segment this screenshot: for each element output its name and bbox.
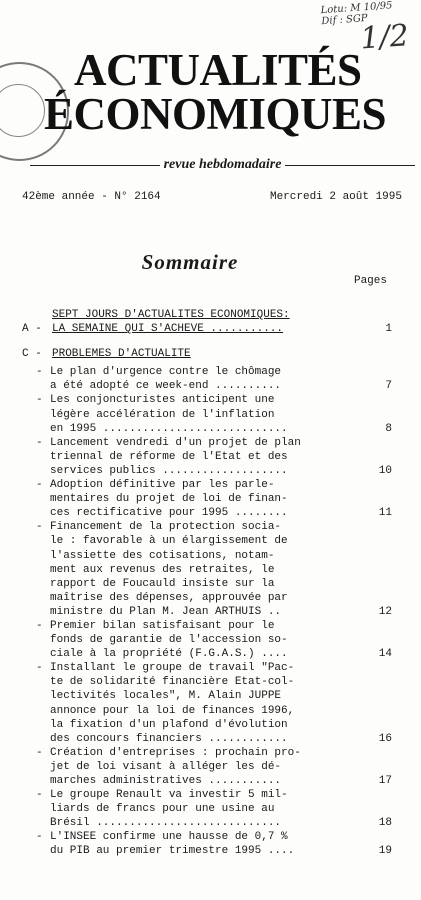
issue-number: 42ème année - N° 2164 — [22, 191, 161, 203]
entry-line: ment aux revenus des retraites, le — [50, 563, 275, 576]
entry-text — [50, 661, 356, 746]
toc-entries — [22, 365, 392, 858]
page-number: 11 — [378, 507, 392, 520]
entry-line: maîtrise des dépenses, approuvée par — [50, 591, 288, 604]
entry-dash: - — [36, 662, 43, 675]
entry-line: jet de loi visant à alléger les dé- — [50, 760, 282, 773]
entry-line: fonds de garantie de l'accession so- — [50, 634, 288, 647]
entry-line: Le plan d'urgence contre le chômage — [50, 366, 282, 379]
entry-line: annonce pour la loi de finances 1996, — [50, 704, 295, 717]
toc-entry — [36, 393, 392, 435]
entry-line: te de solidarité financière Etat-col- — [50, 676, 295, 689]
entry-line: mentaires du projet de loi de finan- — [50, 493, 288, 506]
entry-line: ministre du Plan M. Jean ARTHUIS .. — [50, 605, 282, 618]
entry-line: des concours financiers ............ — [50, 732, 288, 745]
toc-entry — [36, 788, 392, 830]
entry-line: ciale à la propriété (F.G.A.S.) .... — [50, 648, 288, 661]
pages-column-label: Pages — [353, 275, 387, 287]
toc-entry — [36, 661, 392, 746]
page-number: 7 — [385, 380, 392, 393]
entry-dash: - — [36, 789, 43, 802]
entry-line: légère accélération de l'inflation — [50, 408, 275, 421]
section-title — [52, 347, 356, 361]
entry-line: Adoption définitive par les parle- — [50, 479, 275, 492]
entry-line: Création d'entreprises : prochain pro- — [50, 746, 301, 759]
entry-dash: - — [36, 394, 43, 407]
entry-text — [50, 436, 356, 478]
page-number: 12 — [378, 605, 392, 618]
entry-dash: - — [36, 366, 43, 379]
entry-text — [50, 365, 356, 393]
tagline: revue hebdomadaire — [163, 157, 282, 172]
section-title-line: PROBLEMES D'ACTUALITE — [52, 348, 191, 361]
entry-line: services publics ................... — [50, 464, 288, 477]
section-title-line: LA SEMAINE QUI S'ACHEVE ........... — [52, 323, 284, 336]
annotation-mark: 1/2 — [359, 18, 410, 57]
entry-line: Premier bilan satisfaisant pour le — [50, 619, 275, 632]
entry-dash: - — [36, 521, 43, 534]
entry-dash: - — [36, 479, 43, 492]
entry-text — [50, 619, 356, 661]
page-number: 17 — [378, 775, 392, 787]
page-number: 14 — [378, 648, 392, 661]
entry-line: en 1995 ............................ — [50, 422, 288, 435]
entry-line: a été adopté ce week-end .......... — [50, 380, 282, 393]
toc-entry — [36, 746, 392, 788]
page-number: 18 — [378, 817, 392, 830]
entry-line: l'assiette des cotisations, notam- — [50, 549, 275, 562]
page-number: 1 — [385, 323, 392, 336]
masthead-line-1: ACTUALITÉS — [74, 45, 362, 95]
entry-dash: - — [36, 436, 43, 449]
toc-entry — [36, 478, 392, 520]
entry-line: Lancement vendredi d'un projet de plan — [50, 436, 301, 449]
issue-date: Mercredi 2 août 1995 — [269, 191, 402, 203]
entry-text — [50, 478, 356, 520]
sommaire-title: Sommaire — [141, 250, 239, 274]
table-of-contents — [22, 308, 392, 859]
section-letter: C - — [22, 348, 42, 361]
page-number: 10 — [378, 464, 392, 477]
entry-line: du PIB au premier trimestre 1995 .... — [50, 845, 295, 858]
tagline-rule-right — [285, 165, 415, 166]
section-title-line: SEPT JOURS D'ACTUALITES ECONOMIQUES: — [52, 309, 290, 321]
issue-info — [22, 191, 402, 203]
annotation-line-2: Dif : SGP — [321, 12, 368, 28]
section-letter: A - — [22, 323, 42, 336]
entry-line: lectivités locales", M. Alain JUPPE — [50, 690, 282, 703]
toc-entry — [36, 830, 392, 858]
toc-section — [22, 347, 392, 361]
entry-line: rapport de Foucauld insiste sur la — [50, 577, 275, 590]
toc-entry — [36, 436, 392, 478]
entry-line: le : favorable à un élargissement de — [50, 535, 288, 548]
toc-entry — [36, 365, 392, 393]
toc-entry — [36, 619, 392, 661]
entry-line: liards de francs pour une usine au — [50, 803, 275, 816]
tagline-rule-left — [30, 165, 160, 166]
entry-dash: - — [36, 831, 43, 844]
section-title — [52, 308, 356, 336]
entry-dash: - — [36, 619, 43, 632]
toc-section — [22, 308, 392, 336]
entry-line: Le groupe Renault va investir 5 mil- — [50, 789, 288, 802]
handwritten-annotation — [320, 0, 413, 57]
entry-dash: - — [36, 746, 43, 759]
entry-line: Installant le groupe de travail "Pac- — [50, 662, 295, 675]
masthead-line-2: ÉCONOMIQUES — [44, 89, 387, 139]
entry-line: Les conjoncturistes anticipent une — [50, 394, 275, 407]
entry-line: triennal de réforme de l'Etat et des — [50, 450, 288, 463]
entry-line: marches administratives ........... — [50, 775, 282, 787]
tagline-bar — [30, 155, 415, 175]
entry-line: Financement de la protection socia- — [50, 521, 282, 534]
page-number: 8 — [385, 422, 392, 435]
annotation-line-1: Lotu: M 10/95 — [320, 0, 393, 17]
entry-text — [50, 788, 356, 830]
page-number: 19 — [378, 845, 392, 858]
entry-text — [50, 520, 356, 619]
page-number: 16 — [378, 732, 392, 745]
entry-line: L'INSEE confirme une hausse de 0,7 % — [50, 831, 288, 844]
toc-entry — [36, 520, 392, 619]
entry-line: ces rectificative pour 1995 ........ — [50, 507, 288, 520]
entry-line: la fixation d'un plafond d'évolution — [50, 718, 288, 731]
entry-text — [50, 830, 356, 858]
masthead-logo — [44, 45, 387, 139]
entry-line: Brésil ............................ — [50, 817, 282, 830]
entry-text — [50, 393, 356, 435]
entry-text — [50, 746, 356, 788]
